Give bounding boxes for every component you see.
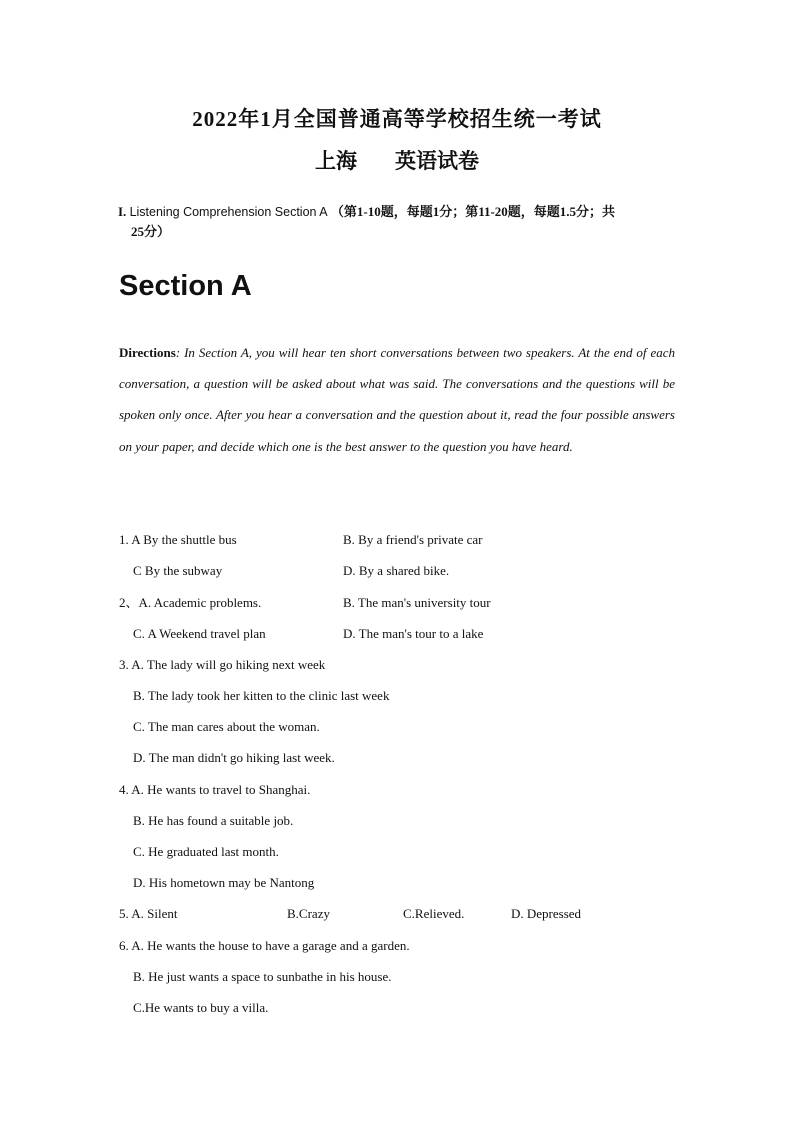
q2-option-b: B. The man's university tour (343, 595, 491, 610)
q5-option-d: D. Depressed (511, 906, 582, 921)
q3-option-a: 3. A. The lady will go hiking next week (119, 657, 326, 672)
exam-subtitle (0, 145, 794, 175)
q2-option-c: C. A Weekend travel plan (133, 626, 266, 641)
q4-option-c: C. He graduated last month. (133, 844, 279, 859)
q3-option-d: D. The man didn't go hiking last week. (133, 750, 335, 765)
exam-title: 2022年1月全国普通高等学校招生统一考试 (192, 107, 602, 131)
directions-label: Directions (119, 345, 176, 360)
q3-option-c: C. The man cares about the woman. (133, 719, 320, 734)
section-name: Listening Comprehension Section A (129, 205, 328, 219)
exam-region: 上海 (315, 149, 357, 173)
q5-option-a: 5. A. Silent (119, 906, 178, 921)
q5-option-c: C.Relieved. (403, 906, 465, 921)
q1-option-b: B. By a friend's private car (343, 532, 483, 547)
section-points: （第1-10题，每题1分；第11-20题，每题1.5分；共 (330, 204, 616, 219)
q3-option-b: B. The lady took her kitten to the clinic last week (133, 688, 390, 703)
directions-paragraph (119, 337, 675, 462)
section-points-cont: 25分） (131, 224, 171, 239)
q1-option-a: 1. A By the shuttle bus (119, 532, 237, 547)
q2-option-a: 2、A. Academic problems. (119, 595, 262, 610)
exam-paper-name: 英语试卷 (395, 149, 479, 173)
q6-option-b: B. He just wants a space to sunbathe in his house. (133, 969, 392, 984)
q4-option-b: B. He has found a suitable job. (133, 813, 294, 828)
q4-option-d: D. His hometown may be Nantong (133, 875, 315, 890)
section-number: I. (118, 204, 127, 219)
q4-option-a: 4. A. He wants to travel to Shanghai. (119, 782, 311, 797)
q6-option-a: 6. A. He wants the house to have a garage and a garden. (119, 938, 410, 953)
q6-option-c: C.He wants to buy a villa. (133, 1000, 269, 1015)
q5-option-b: B.Crazy (287, 906, 330, 921)
directions-text: : In Section A, you will hear ten short conversations between two speakers. At the end of each conversation, a question will be asked about what was said. The conversations and the questions will be spoken only once. After you hear a conversation and the question about it, read the four possible answers on your paper, and decide which one is the best answer to the question you have heard. (119, 345, 675, 454)
section-a-heading: Section A (119, 270, 252, 302)
section-i-header (118, 202, 678, 242)
q2-option-d: D. The man's tour to a lake (343, 626, 484, 641)
q1-option-d: D. By a shared bike. (343, 563, 450, 578)
q1-option-c: C By the subway (133, 563, 223, 578)
